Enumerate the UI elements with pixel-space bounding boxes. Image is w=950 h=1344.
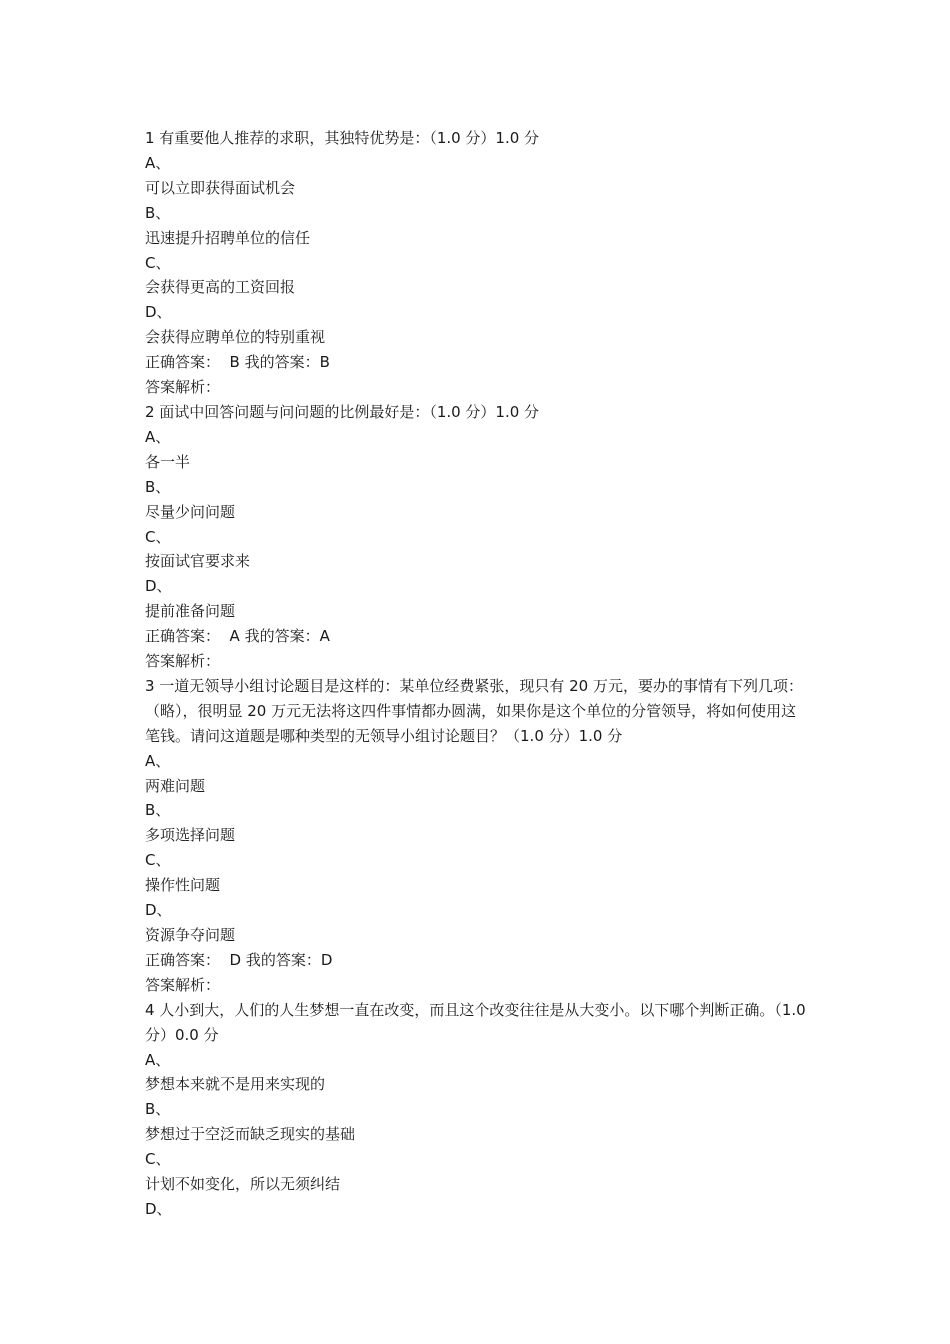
- option-letter: B、: [145, 801, 171, 820]
- question-stem: 2 面试中回答问题与问问题的比例最好是：（1.0 分）1.0 分: [145, 402, 540, 421]
- option-text: 尽量少问问题: [145, 502, 236, 521]
- question-stem: 3 一道无领导小组讨论题目是这样的：某单位经费紧张，现只有 20 万元，要办的事情有下列几项：（略），很明显 20 万元无法将这四件事情都办圆满，如果你是这个单位的分管领导，将如何使用这笔钱。请问这道题是哪种类型的无领导小组讨论题目？（1.0 分）1.0 分: [145, 676, 803, 745]
- option-letter: D、: [145, 303, 172, 322]
- option-letter: A、: [145, 427, 171, 446]
- option-letter: B、: [145, 477, 171, 496]
- option-letter: C、: [145, 851, 171, 870]
- correct-answer: 正确答案： B 我的答案：B: [145, 353, 330, 372]
- answer-analysis: 答案解析：: [145, 378, 221, 397]
- correct-answer: 正确答案： D 我的答案：D: [145, 950, 333, 969]
- question-stem: 1 有重要他人推荐的求职，其独特优势是：（1.0 分）1.0 分: [145, 129, 540, 147]
- question-stem: 4 人小到大，人们的人生梦想一直在改变，而且这个改变往往是从大变小。以下哪个判断正确。（1.0 分）0.0 分: [145, 1000, 811, 1044]
- option-letter: D、: [145, 577, 172, 596]
- option-text: 梦想过于空泛而缺乏现实的基础: [145, 1125, 356, 1144]
- option-letter: C、: [145, 527, 171, 546]
- option-text: 各一半: [145, 452, 191, 471]
- option-text: 梦想本来就不是用来实现的: [145, 1075, 326, 1094]
- answer-analysis: 答案解析：: [145, 652, 221, 671]
- option-letter: B、: [145, 1100, 171, 1119]
- option-text: 操作性问题: [145, 876, 221, 895]
- option-text: 资源争夺问题: [145, 926, 236, 944]
- option-text: 可以立即获得面试机会: [145, 178, 296, 197]
- option-text: 提前准备问题: [145, 602, 236, 621]
- option-letter: D、: [145, 901, 172, 920]
- option-letter: A、: [145, 153, 171, 172]
- option-text: 迅速提升招聘单位的信任: [145, 228, 311, 247]
- option-text: 计划不如变化，所以无须纠结: [145, 1175, 341, 1194]
- option-text: 按面试官要求来: [145, 552, 251, 571]
- option-letter: C、: [145, 253, 171, 272]
- question-1: [145, 126, 810, 400]
- document-page: [145, 126, 810, 1222]
- option-letter: C、: [145, 1150, 171, 1169]
- option-text: 多项选择问题: [145, 826, 236, 845]
- answer-analysis: 答案解析：: [145, 975, 221, 994]
- option-text: 会获得更高的工资回报: [145, 278, 296, 297]
- option-text: 会获得应聘单位的特别重视: [145, 328, 326, 347]
- correct-answer: 正确答案： A 我的答案：A: [145, 627, 330, 646]
- option-text: 两难问题: [145, 776, 206, 795]
- question-2: [145, 400, 810, 674]
- option-letter: A、: [145, 751, 171, 770]
- option-letter: B、: [145, 203, 171, 222]
- option-letter: D、: [145, 1199, 172, 1218]
- question-4: [145, 998, 810, 1222]
- question-3: [145, 674, 810, 998]
- option-letter: A、: [145, 1050, 171, 1069]
